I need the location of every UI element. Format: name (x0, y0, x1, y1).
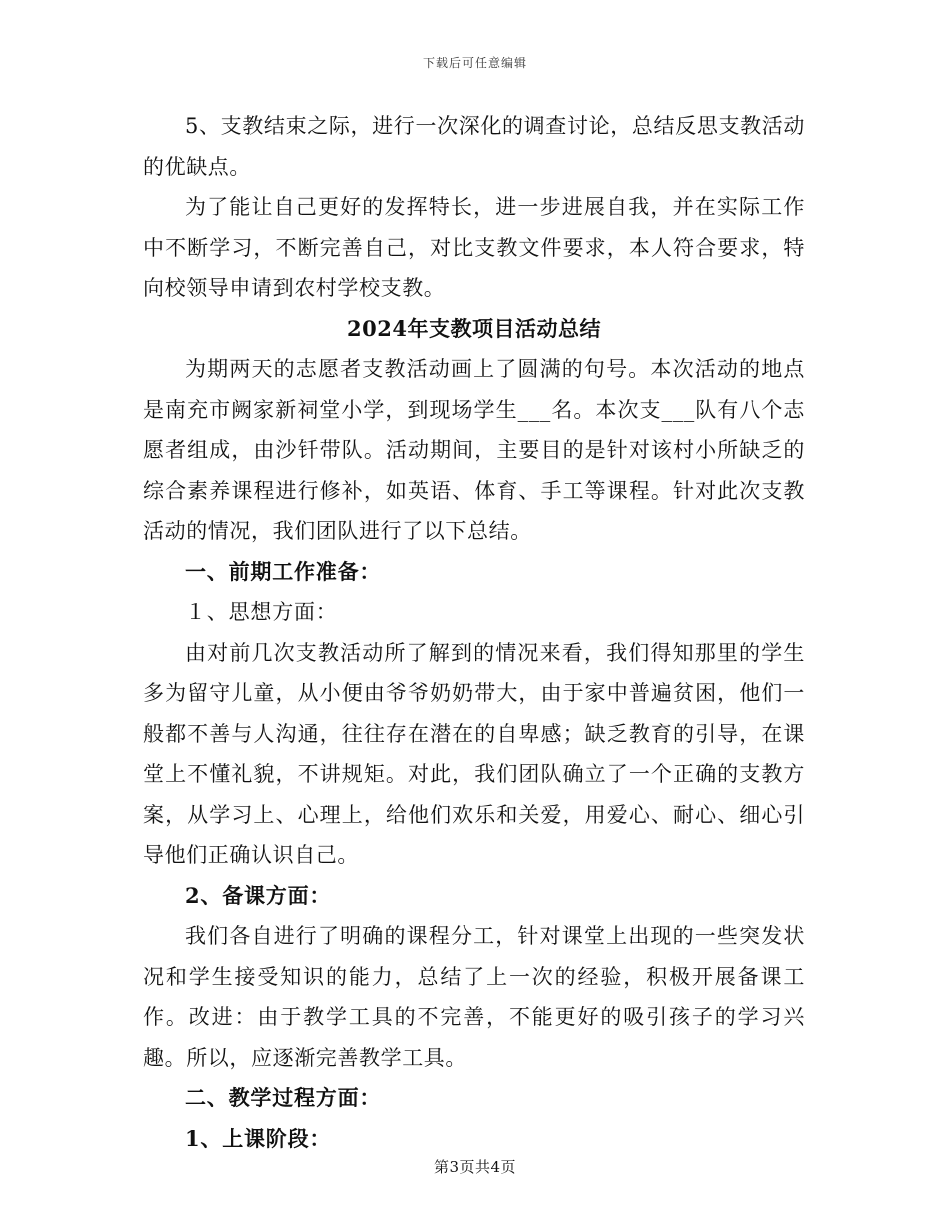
heading-lesson-prep: 2、备课方面： (185, 882, 332, 908)
paragraph-application: 为了能让自己更好的发挥特长，进一步进展自我，并在实际工作中不断学习，不断完善自己，对比支教文件要求，本人符合要求，特向校领导申请到农村学校支教。 (143, 195, 805, 300)
header-note: 下载后可任意编辑 (422, 56, 527, 70)
paragraph-intro: 为期两天的志愿者支教活动画上了圆满的句号。本次活动的地点是南充市阙家新祠堂小学，到现场学生___名。本次支___队有八个志愿者组成，由沙钎带队。活动期间，主要目的是针对该村小所缺乏的综合素养课程进行修补，如英语、体育、手工等课程。针对此次支教活动的情况，我们团队进行了以下总结。 (143, 357, 805, 543)
paragraph-item-5: 5、支教结束之际，进行一次深化的调查讨论，总结反思支教活动的优缺点。 (143, 114, 805, 179)
section-title: 2024年支教项目活动总结 (347, 315, 601, 341)
page-number: 第3页共4页 (433, 1158, 517, 1176)
paragraph-thinking: 由对前几次支教活动所了解到的情况来看，我们得知那里的学生多为留守儿童，从小便由爷爷奶奶带大，由于家中普遍贫困，他们一般都不善与人沟通，往往存在潜在的自卑感；缺乏教育的引导，在课堂上不懂礼貌，不讲规矩。对此，我们团队确立了一个正确的支教方案，从学习上、心理上，给他们欢乐和关爱，用爱心、耐心、细心引导他们正确认识自己。 (143, 640, 805, 867)
subheading-thinking: １、思想方面： (185, 600, 338, 624)
document-body (143, 106, 805, 1159)
paragraph-lesson-prep: 我们各自进行了明确的课程分工，针对课堂上出现的一些突发状况和学生接受知识的能力，总结了上一次的经验，积极开展备课工作。改进：由于教学工具的不完善，不能更好的吸引孩子的学习兴趣。所以，应逐渐完善教学工具。 (143, 924, 805, 1070)
heading-teaching-process: 二、教学过程方面： (185, 1085, 382, 1110)
heading-class-stage: 1、上课阶段： (185, 1125, 332, 1151)
heading-preparation: 一、前期工作准备： (185, 558, 382, 584)
